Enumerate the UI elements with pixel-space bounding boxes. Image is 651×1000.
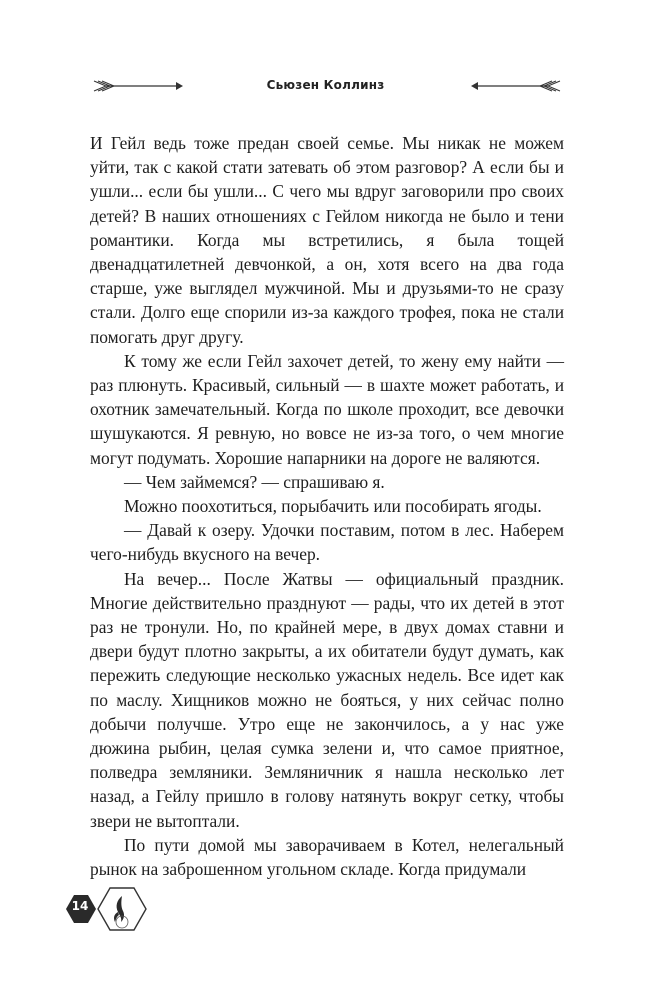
paragraph: К тому же если Гейл захочет детей, то жену ему найти — раз плюнуть. Красивый, сильный — в шахте может работать, и охотник замечательный. Когда по школе проходит, все девочки шушукаются. Я ревную, но вовсе не из-за того, о чем многие могут подумать. Хорошие напарники на дороге не валяются. — [90, 350, 564, 468]
paragraph: — Чем займемся? — спрашиваю я. — [124, 471, 385, 492]
paragraph: — Давай к озеру. Удочки поставим, потом в лес. Наберем чего-нибудь вкусного на вечер. — [90, 520, 564, 565]
page-number: 14 — [71, 899, 89, 913]
paragraph: По пути домой мы заворачиваем в Котел, нелегальный рынок на заброшенном угольном складе. Когда придумали — [90, 834, 564, 880]
arrow-ornament-icon — [470, 78, 562, 94]
mockingjay-emblem-icon — [114, 896, 128, 928]
paragraph: И Гейл ведь тоже предан своей семье. Мы никак не можем уйти, так с какой стати затевать об этом разговор? А если бы и ушли... если бы ушли... С чего мы вдруг заговорили про своих детей? В наших отношениях с Гейлом никогда не было и тени романтики. Когда мы встретились, я была тощей двенадцатилетней девчонкой, а он, хотя всего на два года старше, уже выглядел мужчиной. Мы и друзьями-то не сразу стали. Долго еще спорили из-за каждого трофея, пока не стали помогать друг другу. — [90, 133, 564, 347]
running-header — [0, 72, 651, 102]
body-text — [90, 131, 564, 881]
author-name: Сьюзен Коллинз — [266, 78, 385, 92]
paragraph: На вечер... После Жатвы — официальный праздник. Многие действительно празднуют — рады, что их детей в этот раз не тронули. Но, по крайней мере, в двух домах ставни и двери будут плотно закрыты, а их обитатели будут думать, как пережить следующие несколько ужасных недель. Все идет как по маслу. Хищников можно не бояться, у них сейчас полно добычи получше. Утро еще не закончилось, а у нас уже дюжина рыбин, целая сумка зелени и, что самое приятное, полведра земляники. Земляничник я нашла несколько лет назад, а Гейлу пришло в голову натянуть вокруг сетку, чтобы звери не вытоптали. — [90, 568, 564, 831]
paragraph: Можно поохотиться, порыбачить или пособирать ягоды. — [124, 496, 542, 517]
